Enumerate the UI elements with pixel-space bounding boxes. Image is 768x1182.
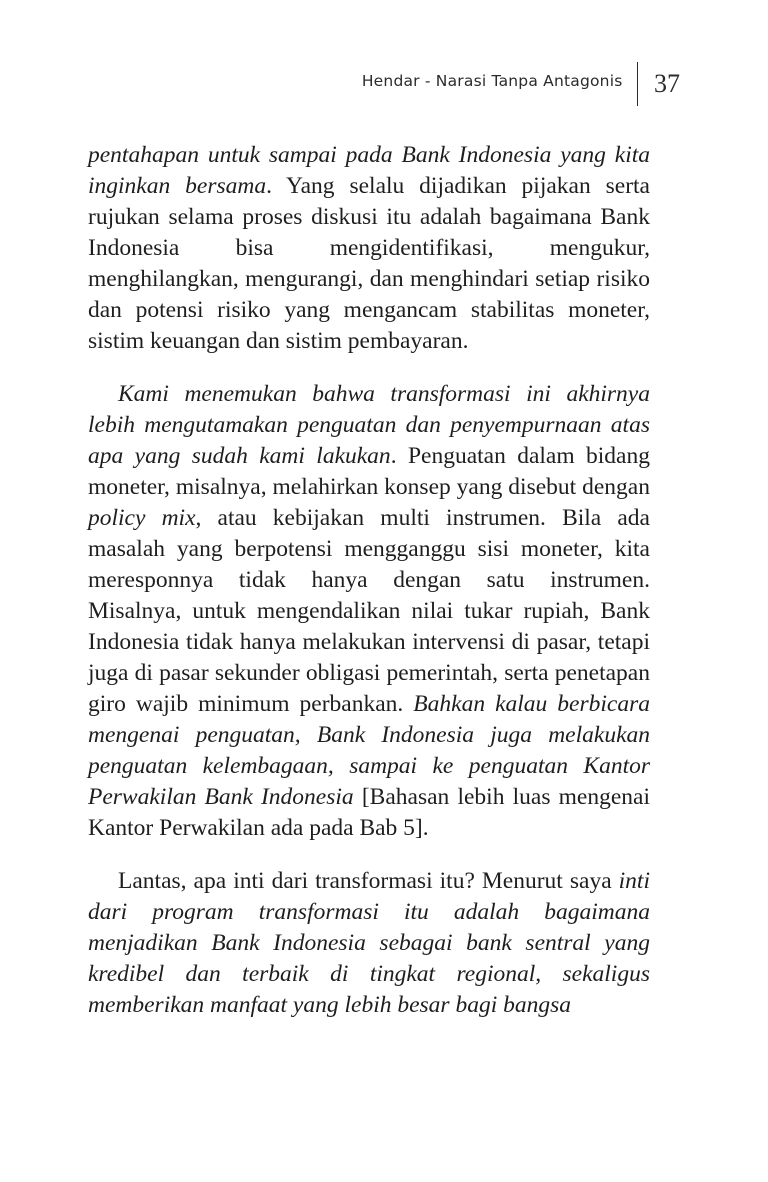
paragraph-3 xyxy=(88,866,650,1021)
paragraph-2-segment: Bahkan kalau berbicara mengenai penguatan, Bank Indonesia juga melakukan penguatan kelembagaan, sampai ke penguatan Kantor Perwakilan Bank Indonesia xyxy=(88,691,650,810)
paragraph-2-segment: policy mix xyxy=(88,505,196,531)
body-text xyxy=(88,140,650,1043)
paragraph-1-segment: . Yang selalu dijadikan pijakan serta rujukan selama proses diskusi itu adalah bagaimana Bank Indonesia bisa mengidentifikasi, mengukur, menghilangkan, mengurangi, dan menghindari setiap risiko dan potensi risiko yang mengancam stabilitas moneter, sistim keuangan dan sistim pembayaran. xyxy=(88,173,650,354)
running-title: Hendar - Narasi Tanpa Antagonis xyxy=(361,72,623,91)
running-header xyxy=(362,62,680,106)
paragraph-1-segment: pentahapan untuk sampai pada Bank Indonesia yang kita inginkan bersama xyxy=(88,142,650,199)
paragraph-2-segment: Kami menemukan bahwa transformasi ini akhirnya lebih mengutamakan penguatan dan penyempurnaan atas apa yang sudah kami lakukan xyxy=(88,381,650,469)
paragraph-1 xyxy=(88,140,650,357)
paragraph-2-segment: . Penguatan dalam bidang moneter, misalnya, melahirkan konsep yang disebut dengan xyxy=(88,443,650,500)
paragraph-2-segment: , atau kebijakan multi instrumen. Bila ada masalah yang berpotensi mengganggu sisi moneter, kita meresponnya tidak hanya dengan satu instrumen. Misalnya, untuk mengendalikan nilai tukar rupiah, Bank Indonesia tidak hanya melakukan intervensi di pasar, tetapi juga di pasar sekunder obligasi pemerintah, serta penetapan giro wajib minimum perbankan. xyxy=(88,505,650,717)
paragraph-3-segment: Lantas, apa inti dari transformasi itu? Menurut saya xyxy=(118,868,619,894)
page-number: 37 xyxy=(654,69,680,98)
paragraph-2-segment: [Bahasan lebih luas mengenai Kantor Perwakilan ada pada Bab 5]. xyxy=(88,784,650,841)
paragraph-3-segment: inti dari program transformasi itu adalah bagaimana menjadikan Bank Indonesia sebagai bank sentral yang kredibel dan terbaik di tingkat regional, sekaligus memberikan manfaat yang lebih besar bagi bangsa xyxy=(88,868,650,1018)
paragraph-2 xyxy=(88,379,650,844)
